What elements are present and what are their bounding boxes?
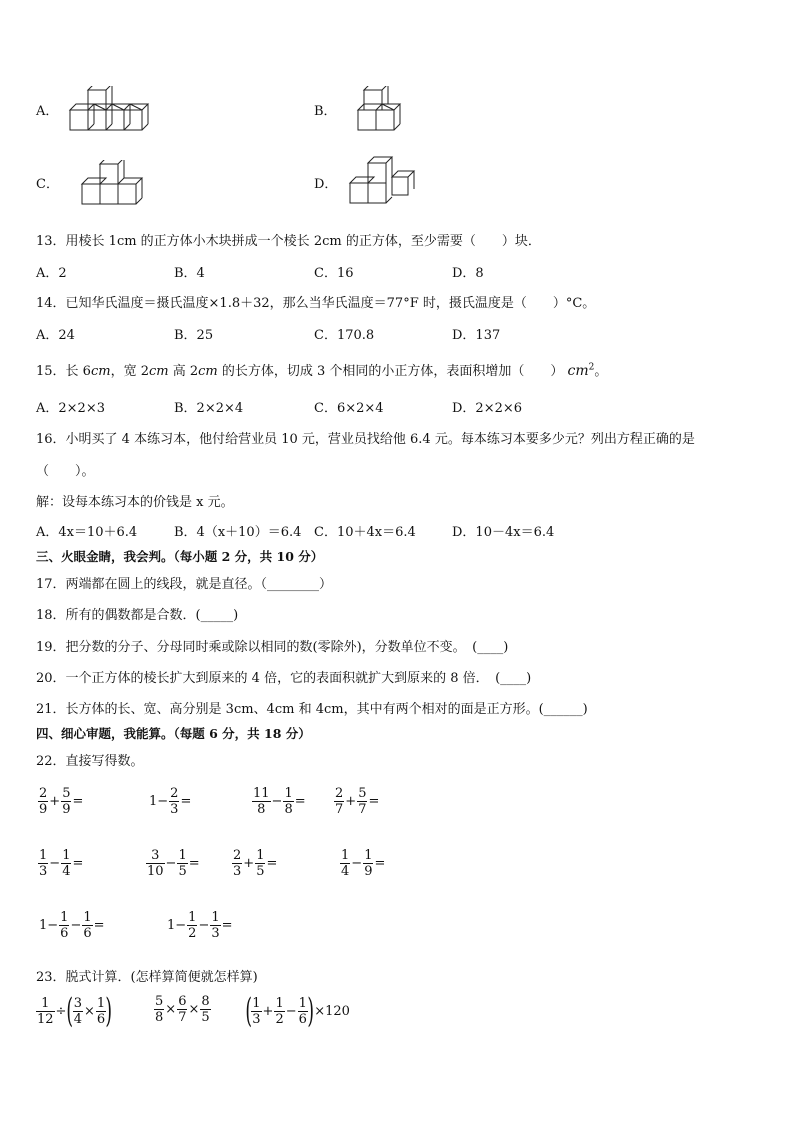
question-15 <box>36 360 607 379</box>
q15-superscript: 2 <box>588 362 595 373</box>
fraction: $\frac{8}{5}$ <box>201 994 210 1025</box>
q13-option-d[interactable]: D．8 <box>452 266 484 281</box>
q12-option-d-label: D． <box>314 177 338 192</box>
fraction: $\frac{1}{2}$ <box>275 995 284 1027</box>
q15-option-c[interactable]: C．6×2×4 <box>314 401 384 416</box>
q15-unit-2: cm <box>148 364 169 379</box>
question-13: 13．用棱长 1cm 的正方体小木块拼成一个棱长 2cm 的正方体，至少需要（ ）块． <box>36 234 541 249</box>
q15-option-a[interactable]: A．2×2×3 <box>36 401 105 416</box>
fraction: $\frac{5}{9}$ <box>62 786 71 817</box>
q15-option-d[interactable]: D．2×2×6 <box>452 401 523 416</box>
fraction: $\frac{2}{7}$ <box>335 786 344 817</box>
fraction: $\frac{1}{9}$ <box>364 848 373 879</box>
fraction: $\frac{3}{4}$ <box>73 995 82 1027</box>
fraction: $\frac{1}{4}$ <box>62 848 71 879</box>
q15-end: 。 <box>594 364 608 379</box>
fraction: $\frac{5}{8}$ <box>155 994 164 1025</box>
q12-option-b-label: B． <box>314 104 337 119</box>
fraction: $\frac{1}{6}$ <box>298 995 307 1027</box>
q22-expr-9: 1− $\frac{1}{6}$ − $\frac{1}{6}$ = <box>39 910 105 941</box>
judge-item-19: 19．把分数的分子、分母同时乘或除以相同的数(零除外)，分数单位不变。 (____) <box>36 640 509 655</box>
q15-text-d: 的长方体，切成 3 个相同的小正方体，表面积增加（ ） <box>217 364 564 379</box>
q22-expr-5: $\frac{1}{3}$ − $\frac{1}{4}$ = <box>39 848 84 879</box>
fraction: $\frac{5}{7}$ <box>358 786 367 817</box>
question-16-solution: 解：设每本练习本的价钱是 x 元。 <box>36 495 234 510</box>
q23-expr-3: ( $\frac{1}{3}$ + $\frac{1}{2}$ − $\frac{1}{6}$ )×120 <box>245 991 350 1031</box>
question-23-title: 23．脱式计算．(怎样算简便就怎样算) <box>36 970 258 985</box>
q15-unit-1: cm <box>90 364 111 379</box>
fraction: $\frac{1}{4}$ <box>341 848 350 879</box>
fraction: $\frac{1}{12}$ <box>37 995 54 1027</box>
fraction: $\frac{1}{6}$ <box>83 910 92 941</box>
q13-option-a[interactable]: A．2 <box>36 266 67 281</box>
q15-unit-4: cm <box>567 363 589 379</box>
fraction: $\frac{1}{3}$ <box>211 910 220 941</box>
fraction: $\frac{2}{3}$ <box>233 848 242 879</box>
q15-text-a: 15．长 6 <box>36 364 91 379</box>
fraction: $\frac{1}{3}$ <box>39 848 48 879</box>
q14-option-d[interactable]: D．137 <box>452 328 501 343</box>
fraction: $\frac{2}{3}$ <box>170 786 179 817</box>
q15-text-b: ，宽 2 <box>110 364 149 379</box>
q22-expr-3: $\frac{11}{8}$ − $\frac{1}{8}$ = <box>253 786 306 817</box>
judge-item-20: 20．一个正方体的棱长扩大到原来的 4 倍，它的表面积就扩大到原来的 8 倍． (____) <box>36 671 532 686</box>
fraction: $\frac{1}{3}$ <box>252 995 261 1027</box>
fraction: $\frac{6}{7}$ <box>178 994 187 1025</box>
q22-expr-7: $\frac{2}{3}$ + $\frac{1}{5}$ = <box>233 848 278 879</box>
q15-unit-3: cm <box>198 364 218 379</box>
cube-figure-b <box>354 86 414 134</box>
fraction: $\frac{1}{6}$ <box>60 910 69 941</box>
q13-option-c[interactable]: C．16 <box>314 266 354 281</box>
fraction: $\frac{1}{5}$ <box>256 848 265 879</box>
cube-figure-a <box>68 86 158 134</box>
q14-option-a[interactable]: A．24 <box>36 328 75 343</box>
judge-item-21: 21．长方体的长、宽、高分别是 3cm、4cm 和 4cm，其中有两个相对的面是正方形。(______) <box>36 702 588 717</box>
q22-expr-8: $\frac{1}{4}$ − $\frac{1}{9}$ = <box>341 848 386 879</box>
cube-figure-c <box>80 160 150 208</box>
q16-option-c[interactable]: C．10＋4x＝6.4 <box>314 525 416 540</box>
fraction: $\frac{1}{8}$ <box>284 786 293 817</box>
q12-option-c-label: C． <box>36 177 59 192</box>
q16-option-a[interactable]: A．4x＝10＋6.4 <box>36 525 138 540</box>
fraction: $\frac{11}{8}$ <box>253 786 270 817</box>
q23-expr-1: $\frac{1}{12}$ ÷( $\frac{3}{4}$ × $\frac{1}{6}$ ) <box>37 991 113 1031</box>
q22-expr-2: 1− $\frac{2}{3}$ = <box>149 786 192 817</box>
fraction: $\frac{1}{2}$ <box>188 910 197 941</box>
q22-expr-4: $\frac{2}{7}$ + $\frac{5}{7}$ = <box>335 786 380 817</box>
q16-option-b[interactable]: B．4（x＋10）＝6.4 <box>174 525 302 540</box>
judge-item-17: 17．两端都在圆上的线段，就是直径。（________） <box>36 577 333 592</box>
question-14: 14．已知华氏温度＝摄氏温度×1.8＋32，那么当华氏温度＝77°F 时，摄氏温度是（ ）°C。 <box>36 296 596 311</box>
q12-option-a-label: A． <box>36 104 59 119</box>
fraction: $\frac{1}{6}$ <box>96 995 106 1027</box>
question-16: 16．小明买了 4 本练习本，他付给营业员 10 元，营业员找给他 6.4 元。每本练习本要多少元？列出方程正确的是 <box>36 432 695 447</box>
q16-option-d[interactable]: D．10－4x＝6.4 <box>452 525 555 540</box>
question-22-title: 22．直接写得数。 <box>36 754 144 769</box>
q15-option-b[interactable]: B．2×2×4 <box>174 401 244 416</box>
judge-item-18: 18．所有的偶数都是合数．(_____) <box>36 608 239 623</box>
q22-expr-10: 1− $\frac{1}{2}$ − $\frac{1}{3}$ = <box>167 910 233 941</box>
section-4-heading: 四、细心审题，我能算。（每题 6 分，共 18 分） <box>36 726 311 741</box>
q13-option-b[interactable]: B．4 <box>174 266 205 281</box>
q14-option-c[interactable]: C．170.8 <box>314 328 375 343</box>
question-16-blank: （ ）。 <box>36 464 95 479</box>
q15-text-c: 高 2 <box>168 364 199 379</box>
fraction: $\frac{1}{5}$ <box>178 848 187 879</box>
q14-option-b[interactable]: B．25 <box>174 328 214 343</box>
cube-figure-d <box>348 155 418 207</box>
fraction: $\frac{2}{9}$ <box>39 786 48 817</box>
fraction: $\frac{3}{10}$ <box>147 848 164 879</box>
q22-expr-1: $\frac{2}{9}$ + $\frac{5}{9}$ = <box>39 786 84 817</box>
section-3-heading: 三、火眼金睛，我会判。（每小题 2 分，共 10 分） <box>36 549 324 564</box>
q22-expr-6: $\frac{3}{10}$ − $\frac{1}{5}$ = <box>147 848 200 879</box>
q23-expr-2: $\frac{5}{8}$ × $\frac{6}{7}$ × $\frac{8}{5}$ <box>155 994 210 1025</box>
